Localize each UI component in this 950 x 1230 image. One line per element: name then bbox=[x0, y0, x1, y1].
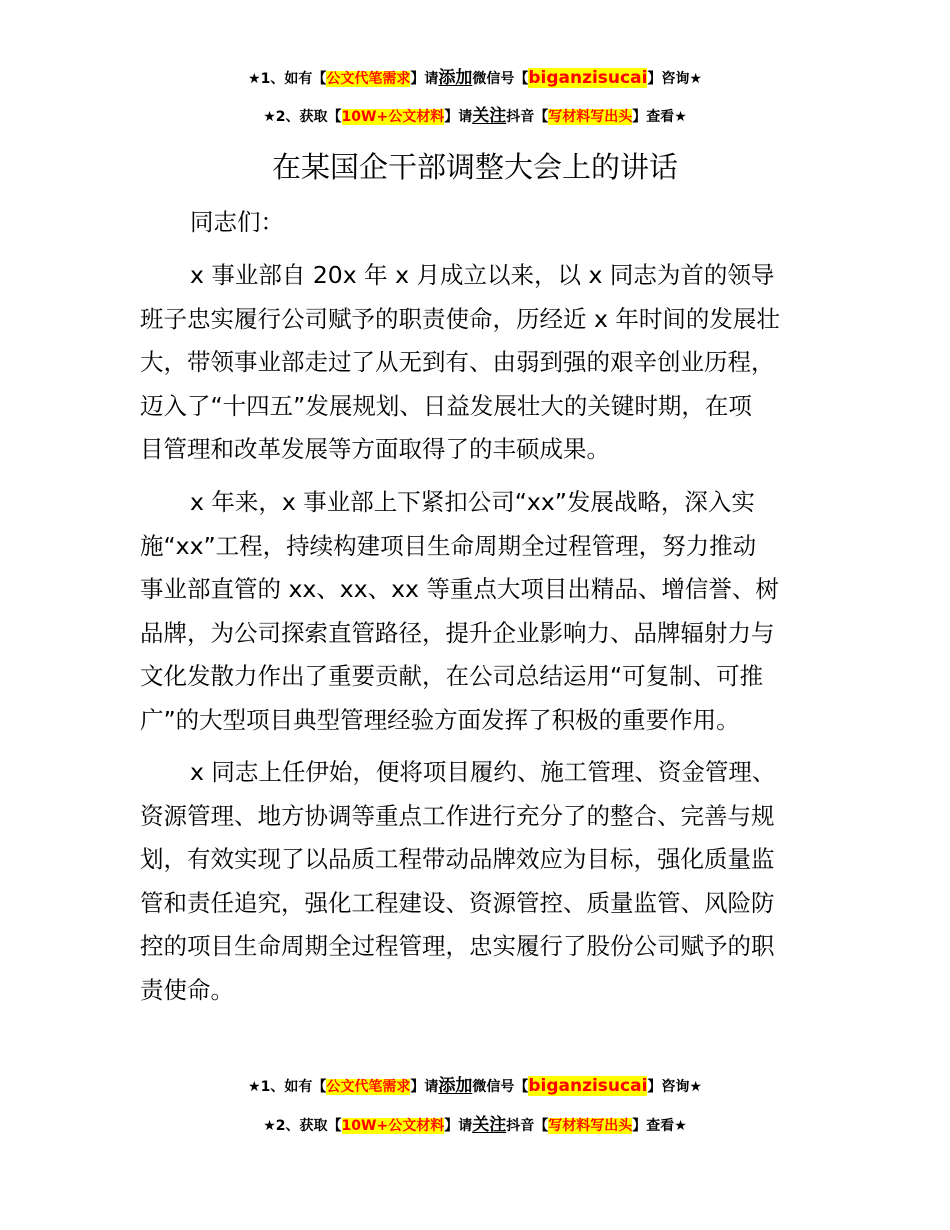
footer-ad-line-1: ★1、如有【公文代笔需求】请添加微信号【biganzisucai】咨询★ bbox=[248, 1076, 702, 1096]
star-icon: ★ bbox=[689, 1079, 702, 1095]
paragraph-3 bbox=[140, 751, 820, 1012]
document-title: 在某国企干部调整大会上的讲话 bbox=[271, 150, 678, 184]
highlight-service: 公文代笔需求 bbox=[326, 71, 411, 87]
paragraph-line: 控的项目生命周期全过程管理，忠实履行了股份公司赋予的职 bbox=[140, 932, 775, 960]
paragraph-line: 责使命。 bbox=[140, 975, 234, 1004]
underline-add: 添加 bbox=[438, 68, 473, 88]
underline-add: 添加 bbox=[438, 1076, 473, 1096]
highlight-wechat-id: biganzisucai bbox=[528, 1076, 648, 1096]
underline-follow: 关注 bbox=[472, 1115, 507, 1135]
paragraph-line: 广”的大型项目典型管理经验方面发挥了积极的重要作用。 bbox=[140, 705, 740, 734]
underline-follow: 关注 bbox=[472, 106, 507, 126]
salutation: 同志们： bbox=[190, 208, 284, 236]
paragraph-line: 划，有效实现了以品质工程带动品牌效应为目标，强化质量监 bbox=[140, 845, 775, 873]
paragraph-line: 事业部直管的 xx、xx、xx 等重点大项目出精品、增信誉、树 bbox=[140, 575, 779, 603]
star-icon: ★ bbox=[674, 1118, 687, 1134]
highlight-douyin-account: 写材料写出头 bbox=[548, 109, 633, 125]
paragraph-1 bbox=[140, 254, 820, 472]
paragraph-line: 资源管理、地方协调等重点工作进行充分了的整合、完善与规 bbox=[140, 801, 775, 830]
highlight-materials: 10W+公文材料 bbox=[341, 1118, 445, 1134]
paragraph-line: 大，带领事业部走过了从无到有、由弱到强的艰辛创业历程， bbox=[140, 348, 775, 376]
highlight-materials: 10W+公文材料 bbox=[341, 109, 445, 125]
paragraph-line: 班子忠实履行公司赋予的职责使命，历经近 x 年时间的发展壮 bbox=[140, 304, 780, 333]
highlight-service: 公文代笔需求 bbox=[326, 1079, 411, 1095]
paragraph-line: 目管理和改革发展等方面取得了的丰硕成果。 bbox=[140, 435, 610, 463]
star-icon: ★ bbox=[248, 71, 261, 87]
paragraph-line: 文化发散力作出了重要贡献，在公司总结运用“可复制、可推 bbox=[140, 662, 764, 690]
paragraph-line: x 事业部自 20x 年 x 月成立以来，以 x 同志为首的领导 bbox=[190, 261, 775, 289]
highlight-douyin-account: 写材料写出头 bbox=[548, 1118, 633, 1134]
footer-ad-line-2: ★2、获取【10W+公文材料】请关注抖音【写材料写出头】查看★ bbox=[263, 1115, 687, 1135]
paragraph-line: 施“xx”工程，持续构建项目生命周期全过程管理，努力推动 bbox=[140, 531, 757, 560]
paragraph-2 bbox=[140, 481, 820, 742]
star-icon: ★ bbox=[689, 71, 702, 87]
star-icon: ★ bbox=[263, 1118, 276, 1134]
header-ad-line-2: ★2、获取【10W+公文材料】请关注抖音【写材料写出头】查看★ bbox=[263, 106, 687, 126]
header-ad-line-1: ★1、如有【公文代笔需求】请添加微信号【biganzisucai】咨询★ bbox=[248, 68, 702, 88]
paragraph-line: 迈入了“十四五”发展规划、日益发展壮大的关键时期，在项 bbox=[140, 391, 752, 420]
star-icon: ★ bbox=[674, 109, 687, 125]
star-icon: ★ bbox=[248, 1079, 261, 1095]
paragraph-line: x 同志上任伊始，便将项目履约、施工管理、资金管理、 bbox=[190, 758, 776, 786]
highlight-wechat-id: biganzisucai bbox=[528, 68, 648, 88]
star-icon: ★ bbox=[263, 109, 276, 125]
paragraph-line: x 年来，x 事业部上下紧扣公司“xx”发展战略，深入实 bbox=[190, 488, 755, 516]
paragraph-line: 管和责任追究，强化工程建设、资源管控、质量监管、风险防 bbox=[140, 888, 775, 917]
paragraph-line: 品牌，为公司探索直管路径，提升企业影响力、品牌辐射力与 bbox=[140, 618, 775, 647]
